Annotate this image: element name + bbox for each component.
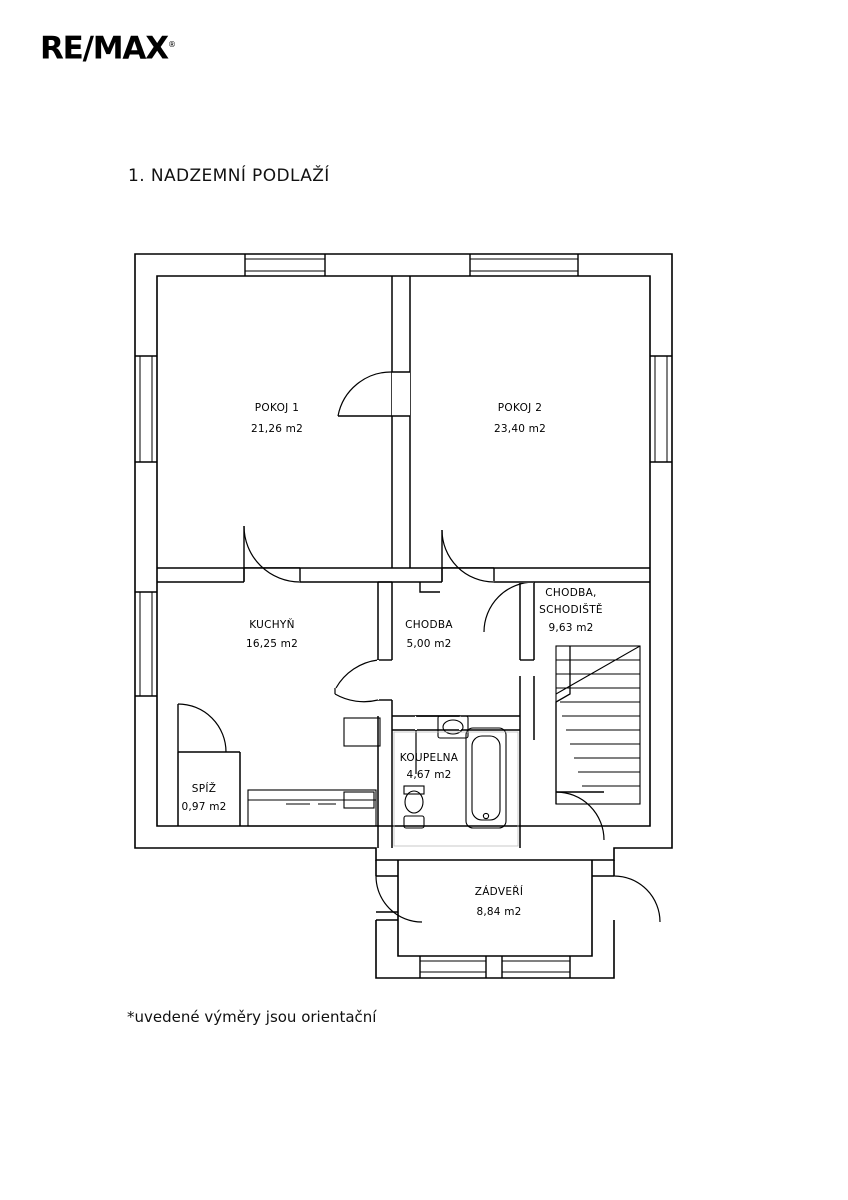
room-label-kuchyn: KUCHYŇ xyxy=(249,619,295,631)
remax-logo xyxy=(40,28,240,68)
room-label-pokoj1: POKOJ 1 xyxy=(254,402,300,414)
room-area-koupelna: 4,67 m2 xyxy=(406,769,452,781)
orientation-note: *uvedené výměry jsou orientační xyxy=(127,1008,377,1026)
room-area-pokoj2: 23,40 m2 xyxy=(494,423,546,435)
remax-logo-slash: / xyxy=(82,30,93,67)
room-label-koupelna: KOUPELNA xyxy=(399,752,459,764)
room-label-chodba-schodiste-line2: SCHODIŠTĚ xyxy=(539,604,603,616)
room-area-zadveri: 8,84 m2 xyxy=(476,906,522,918)
room-label-zadveri: ZÁDVEŘÍ xyxy=(474,886,524,898)
room-labels xyxy=(181,402,602,918)
remax-logo-part1: RE xyxy=(40,30,83,67)
room-label-chodba: CHODBA xyxy=(405,619,453,631)
remax-logo-part2: MAX xyxy=(92,30,168,67)
staircase xyxy=(556,646,640,804)
room-area-chodba-schodiste: 9,63 m2 xyxy=(548,622,594,634)
room-area-chodba: 5,00 m2 xyxy=(406,638,452,650)
remax-trademark-icon: ® xyxy=(167,40,175,49)
room-area-spiz: 0,97 m2 xyxy=(181,801,227,813)
page-title: 1. NADZEMNÍ PODLAŽÍ xyxy=(128,166,330,186)
floorplan-walls xyxy=(135,254,672,978)
room-label-spiz: SPÍŽ xyxy=(191,783,217,795)
room-area-pokoj1: 21,26 m2 xyxy=(251,423,303,435)
room-label-pokoj2: POKOJ 2 xyxy=(497,402,543,414)
room-area-kuchyn: 16,25 m2 xyxy=(246,638,298,650)
kitchen-fixtures xyxy=(248,718,380,826)
bathroom-fixtures xyxy=(394,716,518,846)
room-label-chodba-schodiste-line1: CHODBA, xyxy=(545,587,597,599)
remax-logo-text xyxy=(40,28,240,65)
